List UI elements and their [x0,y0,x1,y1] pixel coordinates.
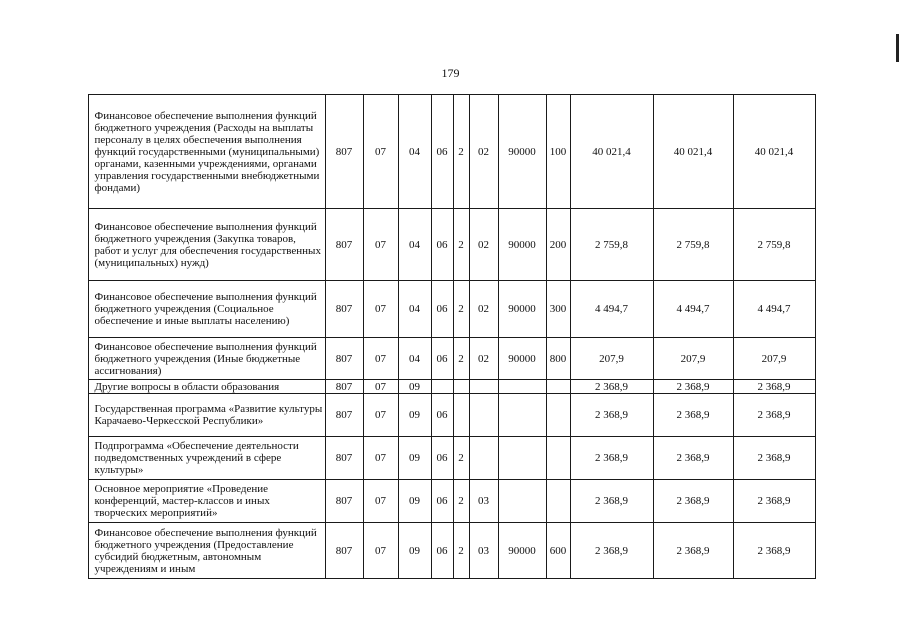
cell-c3: 03 [469,523,498,579]
cell-vr [546,437,570,480]
cell-v3: 2 368,9 [733,437,815,480]
cell-vr [546,394,570,437]
cell-vr: 100 [546,95,570,209]
margin-cell [81,209,88,281]
margin-cell [81,95,88,209]
margin-cell [81,338,88,380]
cell-pr: 04 [398,281,431,338]
table-row [81,380,815,394]
cell-c1: 06 [431,480,453,523]
cell-c2: 2 [453,523,469,579]
cell-v1: 2 368,9 [570,380,653,394]
table-row [81,95,815,209]
cell-c1: 06 [431,338,453,380]
cell-v1: 2 368,9 [570,523,653,579]
cell-c4: 90000 [498,523,546,579]
cell-c1: 06 [431,523,453,579]
cell-v1: 40 021,4 [570,95,653,209]
cell-v1: 2 368,9 [570,437,653,480]
cell-v1: 2 368,9 [570,394,653,437]
cell-c2: 2 [453,437,469,480]
cell-c1: 06 [431,437,453,480]
table-row [81,480,815,523]
margin-cell [81,523,88,579]
cell-rz: 07 [363,394,398,437]
cell-c2: 2 [453,338,469,380]
table-row [81,209,815,281]
cell-pr: 04 [398,95,431,209]
cell-c3: 02 [469,338,498,380]
cell-c1: 06 [431,394,453,437]
margin-cell [81,394,88,437]
cell-rz: 07 [363,480,398,523]
cell-v2: 2 368,9 [653,394,733,437]
cell-ved: 807 [325,338,363,380]
cell-c2: 2 [453,281,469,338]
cell-ved: 807 [325,523,363,579]
cell-c3: 02 [469,281,498,338]
cell-v2: 4 494,7 [653,281,733,338]
cell-c4: 90000 [498,338,546,380]
cell-c4 [498,394,546,437]
row-name: Другие вопросы в области образования [88,380,325,394]
margin-cell [81,480,88,523]
row-name: Финансовое обеспечение выполнения функций бюджетного учреждения (Иные бюджетные ассигнования) [88,338,325,380]
cell-rz: 07 [363,95,398,209]
table-row [81,394,815,437]
page-number: 179 [441,66,460,80]
row-name: Финансовое обеспечение выполнения функций бюджетного учреждения (Предоставление субсидий бюджетным, автономным учреждениям и иным [88,523,325,579]
cell-v3: 2 368,9 [733,480,815,523]
cell-v2: 207,9 [653,338,733,380]
cell-v1: 207,9 [570,338,653,380]
cell-ved: 807 [325,480,363,523]
cell-ved: 807 [325,281,363,338]
cell-c3: 03 [469,480,498,523]
cell-vr [546,380,570,394]
table-row [81,437,815,480]
cell-v3: 2 759,8 [733,209,815,281]
cell-v3: 2 368,9 [733,380,815,394]
cell-v3: 40 021,4 [733,95,815,209]
cell-v2: 40 021,4 [653,95,733,209]
cell-v2: 2 368,9 [653,437,733,480]
cell-v2: 2 368,9 [653,523,733,579]
cell-c2: 2 [453,480,469,523]
cell-pr: 04 [398,338,431,380]
cell-v1: 4 494,7 [570,281,653,338]
cell-c3 [469,437,498,480]
cell-vr: 200 [546,209,570,281]
cell-c3: 02 [469,95,498,209]
cell-v3: 207,9 [733,338,815,380]
cell-c2 [453,380,469,394]
row-name: Государственная программа «Развитие культуры Карачаево-Черкесской Республики» [88,394,325,437]
margin-cell [81,281,88,338]
cell-c2: 2 [453,209,469,281]
cell-rz: 07 [363,209,398,281]
cell-c2 [453,394,469,437]
cell-ved: 807 [325,394,363,437]
row-name: Финансовое обеспечение выполнения функций бюджетного учреждения (Закупка товаров, работ и услуг для обеспечения государственных (муниципальных) нужд) [88,209,325,281]
margin-cell [81,437,88,480]
cell-c3 [469,380,498,394]
cell-rz: 07 [363,437,398,480]
cell-v2: 2 368,9 [653,380,733,394]
table-row [81,281,815,338]
cell-c1 [431,380,453,394]
cell-v3: 2 368,9 [733,523,815,579]
cell-ved: 807 [325,437,363,480]
cell-v1: 2 759,8 [570,209,653,281]
cell-c1: 06 [431,95,453,209]
cell-v3: 4 494,7 [733,281,815,338]
cell-c4 [498,480,546,523]
cell-vr [546,480,570,523]
row-name: Основное мероприятие «Проведение конференций, мастер-классов и иных творческих мероприятий» [88,480,325,523]
cell-pr: 04 [398,209,431,281]
cell-v1: 2 368,9 [570,480,653,523]
cell-v3: 2 368,9 [733,394,815,437]
cell-c1: 06 [431,209,453,281]
cell-rz: 07 [363,281,398,338]
budget-table [81,94,816,579]
cell-pr: 09 [398,380,431,394]
cell-c4: 90000 [498,209,546,281]
table-row [81,338,815,380]
cell-rz: 07 [363,380,398,394]
cell-ved: 807 [325,95,363,209]
cell-c3 [469,394,498,437]
table-row [81,523,815,579]
row-name: Финансовое обеспечение выполнения функций бюджетного учреждения (Социальное обеспечение и иные выплаты населению) [88,281,325,338]
cell-rz: 07 [363,523,398,579]
cell-pr: 09 [398,394,431,437]
cell-c4 [498,380,546,394]
cell-c1: 06 [431,281,453,338]
row-name: Финансовое обеспечение выполнения функций бюджетного учреждения (Расходы на выплаты персоналу в целях обеспечения выполнения функций государственными (муниципальными) органами, казенными учреждениями, органами управления государственными внебюджетными фондами) [88,95,325,209]
cell-ved: 807 [325,380,363,394]
cell-pr: 09 [398,523,431,579]
cell-vr: 300 [546,281,570,338]
row-name: Подпрограмма «Обеспечение деятельности подведомственных учреждений в сфере культуры» [88,437,325,480]
cell-vr: 800 [546,338,570,380]
cell-vr: 600 [546,523,570,579]
cell-pr: 09 [398,437,431,480]
cell-c4: 90000 [498,95,546,209]
cell-v2: 2 759,8 [653,209,733,281]
cell-pr: 09 [398,480,431,523]
cell-c3: 02 [469,209,498,281]
scan-edge-mark [896,34,899,62]
cell-ved: 807 [325,209,363,281]
cell-c4: 90000 [498,281,546,338]
cell-rz: 07 [363,338,398,380]
cell-c2: 2 [453,95,469,209]
margin-cell [81,380,88,394]
table-body [81,95,815,579]
cell-v2: 2 368,9 [653,480,733,523]
cell-c4 [498,437,546,480]
